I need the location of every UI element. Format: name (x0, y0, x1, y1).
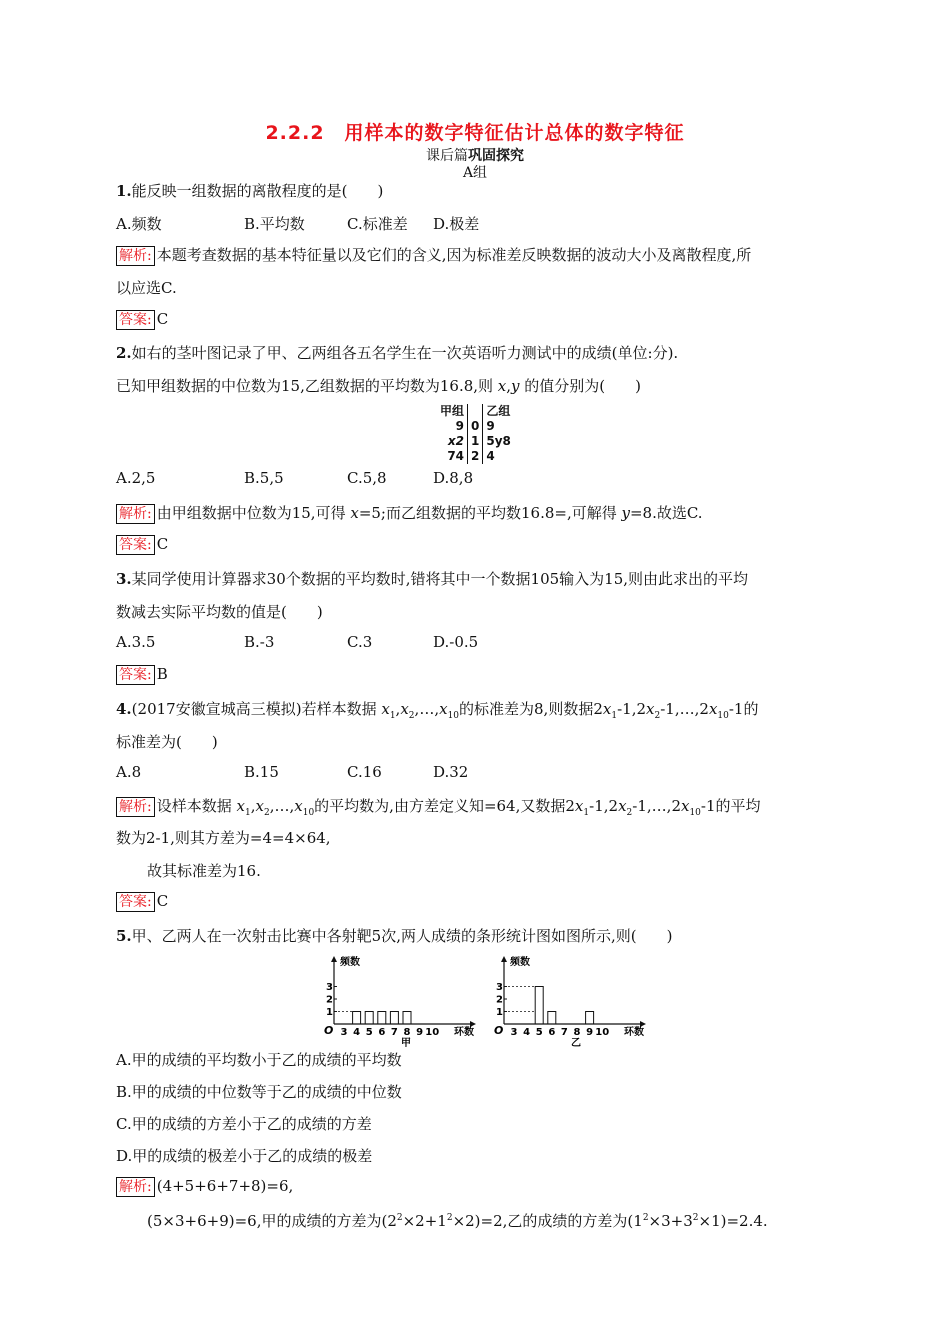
bar (586, 1012, 594, 1025)
q4-option-d: D.32 (433, 763, 469, 781)
q2-option-b: B.5,5 (244, 469, 284, 487)
q2-analysis: 解析: 由甲组数据中位数为15,可得 x=5;而乙组数据的平均数16.8=,可解得 y=8.故选C. (116, 502, 703, 524)
y-tick-label: 3 (496, 982, 503, 993)
q2-option-d: D.8,8 (433, 469, 474, 487)
q2-option-c: C.5,8 (347, 469, 387, 487)
q5-option-c: C.甲的成绩的方差小于乙的成绩的方差 (116, 1115, 372, 1133)
analysis-tag: 解析: (116, 504, 155, 524)
q3-option-d: D.-0.5 (433, 633, 479, 651)
q4-option-a: A.8 (116, 763, 142, 781)
y-tick-label: 1 (496, 1007, 503, 1018)
x-tick-label: 10 (595, 1027, 610, 1038)
bar (378, 1012, 386, 1025)
chart-title: 乙 (571, 1038, 581, 1048)
stem-leaf-row: x2 1 5y8 (447, 434, 511, 448)
q5-option-a: A.甲的成绩的平均数小于乙的成绩的平均数 (116, 1051, 402, 1069)
chart-jia (310, 952, 480, 1048)
x-tick-label: 8 (403, 1027, 411, 1038)
x-tick-label: 3 (340, 1027, 348, 1038)
bar (365, 1012, 373, 1025)
x-tick-label: 6 (378, 1027, 386, 1038)
analysis-tag: 解析: (116, 246, 155, 266)
bar (403, 1012, 411, 1025)
q1-option-a: A.频数 (116, 215, 162, 233)
q3-option-a: A.3.5 (116, 633, 156, 651)
x-tick-label: 7 (560, 1027, 568, 1038)
chart-title: 甲 (401, 1038, 411, 1048)
analysis-tag: 解析: (116, 797, 155, 817)
bar (535, 987, 543, 1025)
q1-option-d: D.极差 (433, 215, 480, 233)
y-axis-arrow (501, 956, 507, 962)
y-tick-label: 1 (326, 1007, 333, 1018)
y-tick-label: 3 (326, 982, 333, 993)
q4-option-b: B.15 (244, 763, 279, 781)
y-tick-label: 2 (326, 994, 333, 1006)
origin-label: O (324, 1024, 334, 1037)
q5-option-b: B.甲的成绩的中位数等于乙的成绩的中位数 (116, 1083, 402, 1101)
q2-option-a: A.2,5 (116, 469, 156, 487)
page-subtitle: 课后篇巩固探究 (426, 148, 524, 164)
x-tick-label: 3 (510, 1027, 518, 1038)
x-axis-label: 环数 (454, 1027, 474, 1038)
y-axis-label: 频数 (340, 957, 360, 968)
q5-analysis: 解析: (4+5+6+7+8)=6, (116, 1177, 293, 1197)
x-tick-label: 8 (573, 1027, 581, 1038)
question-3: 3.某同学使用计算器求30个数据的平均数时,错将其中一个数据105输入为15,则由此求出的平均 (116, 570, 749, 588)
x-tick-label: 5 (365, 1027, 373, 1038)
question-2-line2: 已知甲组数据的中位数为15,乙组数据的平均数为16.8,则 x,y 的值分别为( ) (116, 377, 642, 395)
x-axis-label: 环数 (624, 1027, 644, 1038)
origin-label: O (494, 1024, 504, 1037)
question-5: 5.甲、乙两人在一次射击比赛中各射靶5次,两人成绩的条形统计图如图所示,则( ) (116, 927, 673, 945)
stem-leaf-row: 9 0 9 (455, 419, 495, 433)
chart-yi (480, 952, 650, 1048)
page-title: 2.2.2 用样本的数字特征估计总体的数字特征 (265, 122, 685, 144)
question-4-line2: 标准差为( ) (116, 733, 218, 751)
q1-option-c: C.标准差 (347, 215, 408, 233)
q4-option-c: C.16 (347, 763, 382, 781)
q1-answer: 答案: C (116, 310, 168, 330)
x-tick-label: 7 (390, 1027, 398, 1038)
q5-option-d: D.甲的成绩的极差小于乙的成绩的极差 (116, 1147, 373, 1165)
x-tick-label: 10 (425, 1027, 440, 1038)
stem-leaf-row: 74 2 4 (447, 449, 495, 463)
q4-analysis-line3: 故其标准差为16. (147, 862, 261, 880)
x-tick-label: 5 (535, 1027, 543, 1038)
q5-analysis-line2: (5×3+6+9)=6,甲的成绩的方差为$(2^2\times 2+1^2\times 2)=2$,乙的成绩的方差为$(1^2\times 3+3^2\times 1)=2.4$. (147, 1212, 768, 1230)
question-2: 2.如右的茎叶图记录了甲、乙两组各五名学生在一次英语听力测试中的成绩(单位:分). (116, 344, 679, 362)
q4-analysis-line2: 数为2-1,则其方差为=4=4×64, (116, 829, 331, 847)
stem-leaf-header: 甲组 乙组 (440, 404, 511, 418)
x-tick-label: 9 (416, 1027, 424, 1038)
answer-tag: 答案: (116, 535, 155, 555)
y-axis-arrow (331, 956, 337, 962)
q3-option-b: B.-3 (244, 633, 275, 651)
q4-analysis: 解析: 设样本数据 $x_1,x_2,\dots,x_{10}$的平均数为,由方差定义知=64,又数据$2x_1-1,2x_2-1,\dots,2x_{10}-1$的平均 (116, 795, 761, 818)
question-1: 1.能反映一组数据的离散程度的是( ) (116, 182, 384, 200)
q3-option-c: C.3 (347, 633, 373, 651)
y-axis-label: 频数 (510, 957, 530, 968)
x-tick-label: 6 (548, 1027, 556, 1038)
answer-tag: 答案: (116, 310, 155, 330)
x-tick-label: 4 (523, 1027, 531, 1038)
q2-answer: 答案: C (116, 535, 168, 555)
q1-option-b: B.平均数 (244, 215, 305, 233)
q3-answer: 答案: B (116, 665, 168, 685)
bar (548, 1012, 556, 1025)
y-tick-label: 2 (496, 994, 503, 1006)
answer-tag: 答案: (116, 665, 155, 685)
question-3-line2: 数减去实际平均数的值是( ) (116, 603, 323, 621)
x-tick-label: 9 (586, 1027, 594, 1038)
stem-leaf-plot (437, 404, 514, 464)
answer-tag: 答案: (116, 892, 155, 912)
q1-analysis: 解析: 本题考查数据的基本特征量以及它们的含义,因为标准差反映数据的波动大小及离散程度,所 (116, 244, 751, 266)
bar (353, 1012, 361, 1025)
q1-analysis-line2: 以应选C. (116, 279, 177, 297)
analysis-tag: 解析: (116, 1177, 155, 1197)
bar (390, 1012, 398, 1025)
x-tick-label: 4 (353, 1027, 361, 1038)
question-4: 4.(2017安徽宣城高三模拟)若样本数据 $x_1,x_2,\dots,x_{10}$的标准差为8,则数据$2x_1-1,2x_2-1,\dots,2x_{10}-1$的 (116, 700, 759, 721)
group-label: A组 (462, 165, 488, 181)
q4-answer: 答案: C (116, 892, 168, 912)
